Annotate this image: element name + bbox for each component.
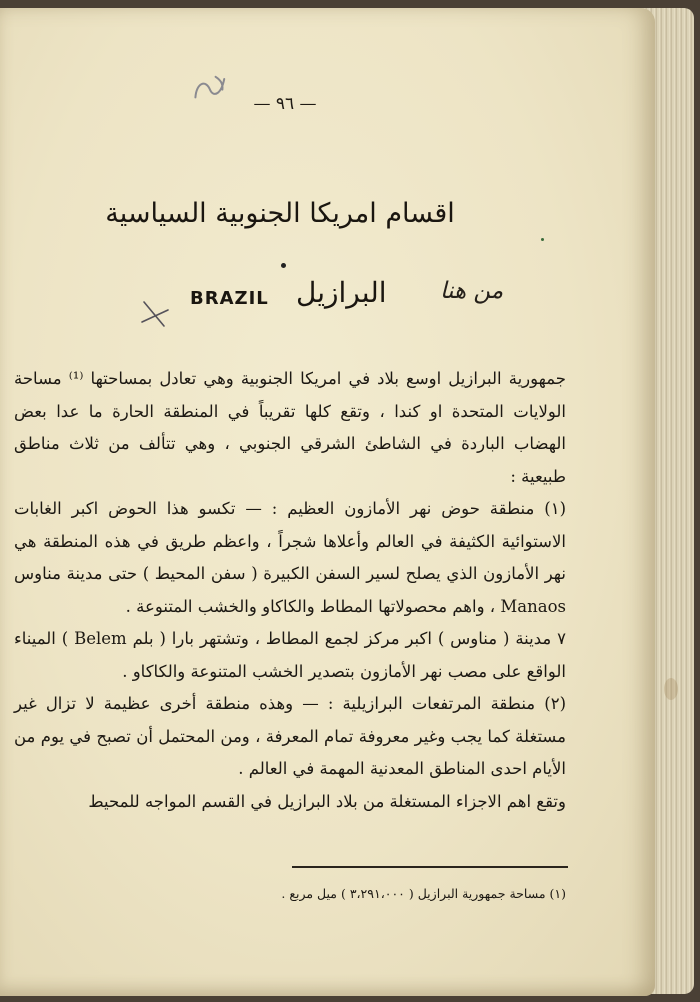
section-heading-arabic: البرازيل <box>296 276 387 309</box>
paragraph: (٢) منطقة المرتفعات البرازيلية : — وهذه منطقة أخرى عظيمة لا تزال غير مستغلة كما يجب وغير معروفة تمام المعرفة ، ومن المحتمل أن تصبح في يوم من الأيام احدى المناطق المعدنية المهمة في العالم . <box>14 694 566 778</box>
footnote-divider <box>292 866 568 868</box>
paragraph: (١) منطقة حوض نهر الأمازون العظيم : — تكسو هذا الحوض اكبر الغابات الاستوائية الكثيفة في العالم وأعلاها شجراً ، واعظم طريق في هذه المنطقة هي نهر الأمازون الذي يصلح لسير السفن الكبيرة ( سفن المحيط ) حتى مدينة مناوس Manaos ، واهم محصولاتها المطاط والكاكاو والخشب المتنوعة . <box>14 499 566 616</box>
body-text <box>14 363 566 818</box>
page-number: — ٩٦ — <box>253 94 317 114</box>
page-title: اقسام امريكا الجنوبية السياسية <box>105 198 455 229</box>
paper-stain <box>664 678 678 700</box>
paragraph: ٧ مدينة ( مناوس ) اكبر مركز لجمع المطاط ، وتشتهر بارا ( بلم Belem ) الميناء الواقع على مصب نهر الأمازون بتصدير الخشب المتنوعة والكاكاو . <box>14 629 566 681</box>
ink-speck <box>541 238 544 241</box>
handwritten-note: من هنا <box>440 278 504 304</box>
paragraph: وتقع اهم الاجزاء المستغلة من بلاد البرازيل في القسم المواجه للمحيط <box>88 791 566 811</box>
separator-dot <box>281 263 286 268</box>
book-page <box>0 8 655 996</box>
footnote: (١) مساحة جمهورية البرازيل ( ٣،٢٩١،٠٠٠ ) ميل مربع . <box>281 886 566 901</box>
pencil-cross-icon <box>138 296 172 330</box>
section-heading-latin: BRAZIL <box>190 288 269 309</box>
paragraph: جمهورية البرازيل اوسع بلاد في امريكا الجنوبية وهي تعادل بمساحتها ⁽¹⁾ مساحة الولايات المتحدة او كندا ، وتقع كلها تقريباً في المنطقة الحارة ما عدا بعض الهضاب الباردة في الشاطئ الشرقي الجنوبي ، وهي تتألف من ثلاث مناطق طبيعية : <box>14 369 566 486</box>
